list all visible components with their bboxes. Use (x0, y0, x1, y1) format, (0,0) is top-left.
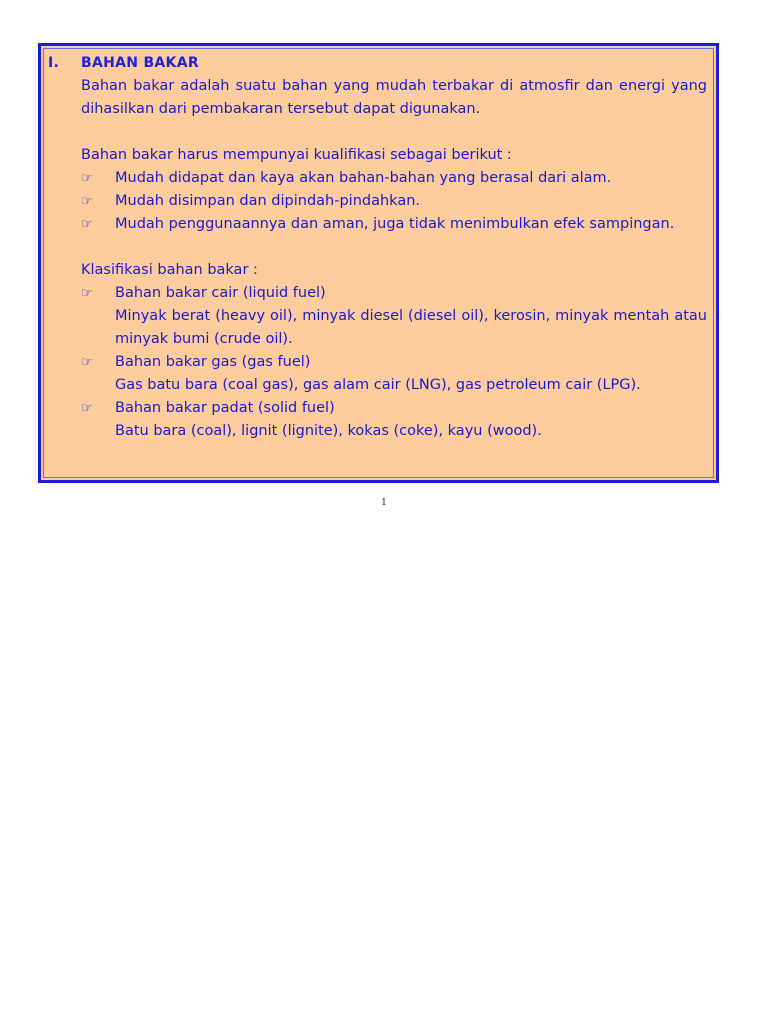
classification-label: Bahan bakar cair (liquid fuel) (115, 285, 326, 301)
section-heading (48, 52, 707, 75)
classification-detail: Minyak berat (heavy oil), minyak diesel (diesel oil), kerosin, minyak mentah atau minyak bumi (crude oil). (115, 308, 707, 347)
qualification-text: Mudah disimpan dan dipindah-pindahkan. (115, 193, 421, 209)
content-box (38, 43, 719, 483)
qualification-text: Mudah didapat dan kaya akan bahan-bahan yang berasal dari alam. (115, 170, 612, 186)
pointing-hand-icon: ☞ (81, 171, 93, 186)
list-item (81, 167, 707, 190)
pointing-hand-icon: ☞ (81, 217, 93, 232)
spacer (48, 121, 707, 144)
classification-label: Bahan bakar padat (solid fuel) (115, 400, 335, 416)
list-item (81, 351, 707, 374)
classification-label: Bahan bakar gas (gas fuel) (115, 354, 311, 370)
section-title: BAHAN BAKAR (81, 55, 199, 71)
section-number: I. (48, 55, 60, 71)
intro-paragraph: Bahan bakar adalah suatu bahan yang mudah terbakar di atmosfir dan energi yang dihasilkan dari pembakaran tersebut dapat digunakan. (81, 78, 707, 117)
list-item (81, 282, 707, 305)
list-item (81, 190, 707, 213)
pointing-hand-icon: ☞ (81, 401, 93, 416)
classification-detail: Gas batu bara (coal gas), gas alam cair (LNG), gas petroleum cair (LPG). (115, 377, 641, 393)
pointing-hand-icon: ☞ (81, 286, 93, 301)
qualification-text: Mudah penggunaannya dan aman, juga tidak menimbulkan efek sampingan. (115, 216, 675, 232)
page-number: 1 (381, 498, 387, 508)
list-item (81, 397, 707, 420)
classification-heading: Klasifikasi bahan bakar : (81, 262, 258, 278)
pointing-hand-icon: ☞ (81, 355, 93, 370)
qualification-heading: Bahan bakar harus mempunyai kualifikasi sebagai berikut : (81, 147, 512, 163)
content-body (48, 52, 707, 443)
pointing-hand-icon: ☞ (81, 194, 93, 209)
list-item (81, 213, 707, 236)
classification-detail: Batu bara (coal), lignit (lignite), kokas (coke), kayu (wood). (115, 423, 542, 439)
spacer (48, 236, 707, 259)
